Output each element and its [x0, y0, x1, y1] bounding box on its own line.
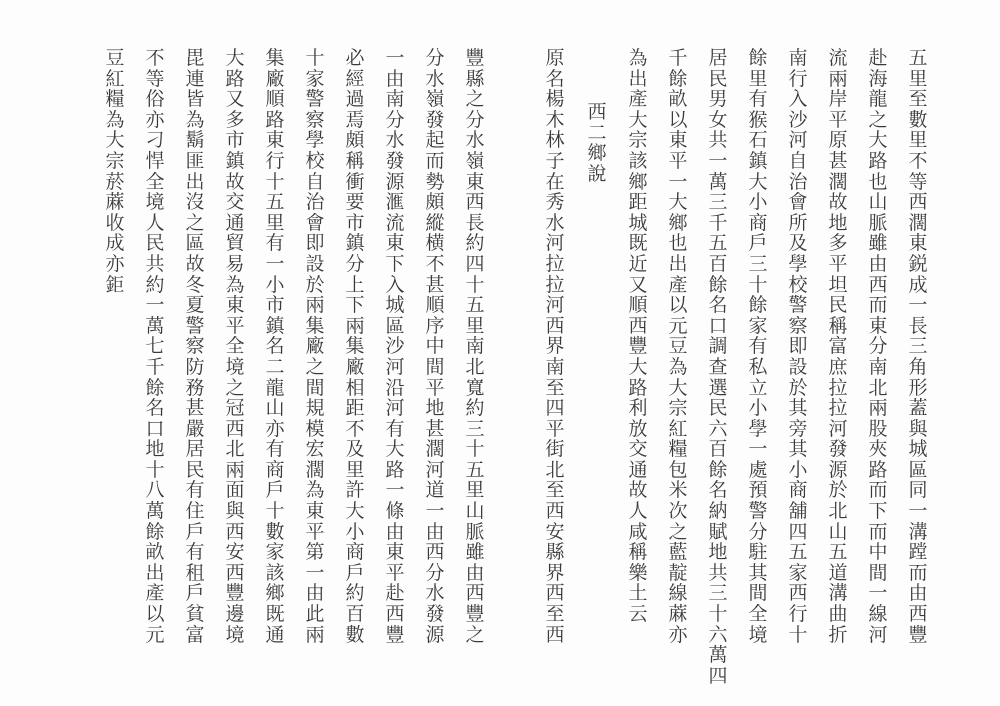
text-column: 十 家 警 察 學 校 自 治 會 即 設 於 兩 集 廠 之 間 規 模 宏 濶 為 東 平 第 一 由 此 兩	[305, 47, 325, 646]
text-column: 原 名 楊 木 林 子 在 秀 水 河 拉 拉 河 西 界 南 至 四 平 街 北 至 西 安 縣 界 西 至 西	[545, 47, 565, 646]
text-column: 餘 里 有 猴 石 鎮 大 小 商 戶 三 十 餘 家 有 私 立 小 學 一 處 預 警 分 駐 其 間 全 境	[748, 47, 768, 646]
text-column: 集 廠 順 路 東 行 十 五 里 有 一 小 市 鎮 名 二 龍 山 亦 有 商 戶 十 數 家 該 鄉 既 通	[265, 47, 285, 646]
text-column: 居 民 男 女 共 一 萬 三 千 五 百 餘 名 口 調 查 選 民 六 百 餘 名 納 賦 地 共 三 十 六 萬 四	[708, 47, 728, 687]
text-column: 分 水 嶺 發 起 而 勢 頗 縱 横 不 甚 順 序 中 間 平 地 甚 濶 河 道 一 由 西 分 水 發 源	[425, 47, 445, 646]
text-column: 豐 縣 之 分 水 嶺 東 西 長 約 四 十 五 里 南 北 寬 約 三 十 五 里 山 脈 雖 由 西 豐 之	[465, 47, 485, 646]
text-column: 五 里 至 數 里 不 等 西 濶 東 鋭 成 一 長 三 角 形 蓋 與 城 區 同 一 溝 蹚 而 由 西 豐	[908, 47, 928, 646]
text-column: 豆 紅 糧 為 大 宗 菸 蔴 收 成 亦 鉅	[105, 47, 125, 296]
text-column: 必 經 過 焉 頗 稱 衝 要 市 鎮 分 上 下 兩 集 廠 相 距 不 及 里 許 大 小 商 戶 約 百 數	[345, 47, 365, 646]
text-column: 大 路 又 多 市 鎮 故 交 通 貿 易 為 東 平 全 境 之 冠 西 北 兩 面 與 西 安 西 豐 邊 境	[225, 47, 245, 646]
text-column: 千 餘 畝 以 東 平 一 大 鄉 也 出 產 以 元 豆 為 大 宗 紅 糧 包 米 次 之 藍 靛 線 蔴 亦	[668, 47, 688, 646]
text-column: 毘 連 皆 為 鬍 匪 出 沒 之 區 故 冬 夏 警 察 防 務 甚 嚴 居 民 有 住 戶 有 租 戶 貧 富	[185, 47, 205, 646]
text-column: 流 兩 岸 平 原 甚 濶 故 地 多 平 坦 民 稱 富 庶 拉 拉 河 發 源 於 北 山 五 道 溝 曲 折	[828, 47, 848, 646]
text-column: 不 等 俗 亦 刁 悍 全 境 人 民 共 約 一 萬 七 千 餘 名 口 地 十 八 萬 餘 畝 出 產 以 元	[145, 47, 165, 646]
section-heading: 西 二 鄉 說	[587, 101, 607, 185]
text-column: 一 由 南 分 水 發 源 滙 流 東 下 入 城 區 沙 河 沿 河 有 大 路 一 條 由 東 平 赴 西 豐	[385, 47, 405, 646]
text-column: 為 出 產 大 宗 該 鄉 距 城 既 近 又 順 西 豐 大 路 利 放 交 通 故 人 咸 稱 樂 土 云	[628, 47, 648, 626]
text-column: 赴 海 龍 之 大 路 也 山 脈 雖 由 西 而 東 分 南 北 兩 股 夾 路 而 下 而 中 間 一 線 河	[868, 47, 888, 646]
text-column: 南 行 入 沙 河 自 治 會 所 及 學 校 警 察 即 設 於 其 旁 其 小 商 舖 四 五 家 西 行 十	[788, 47, 808, 646]
